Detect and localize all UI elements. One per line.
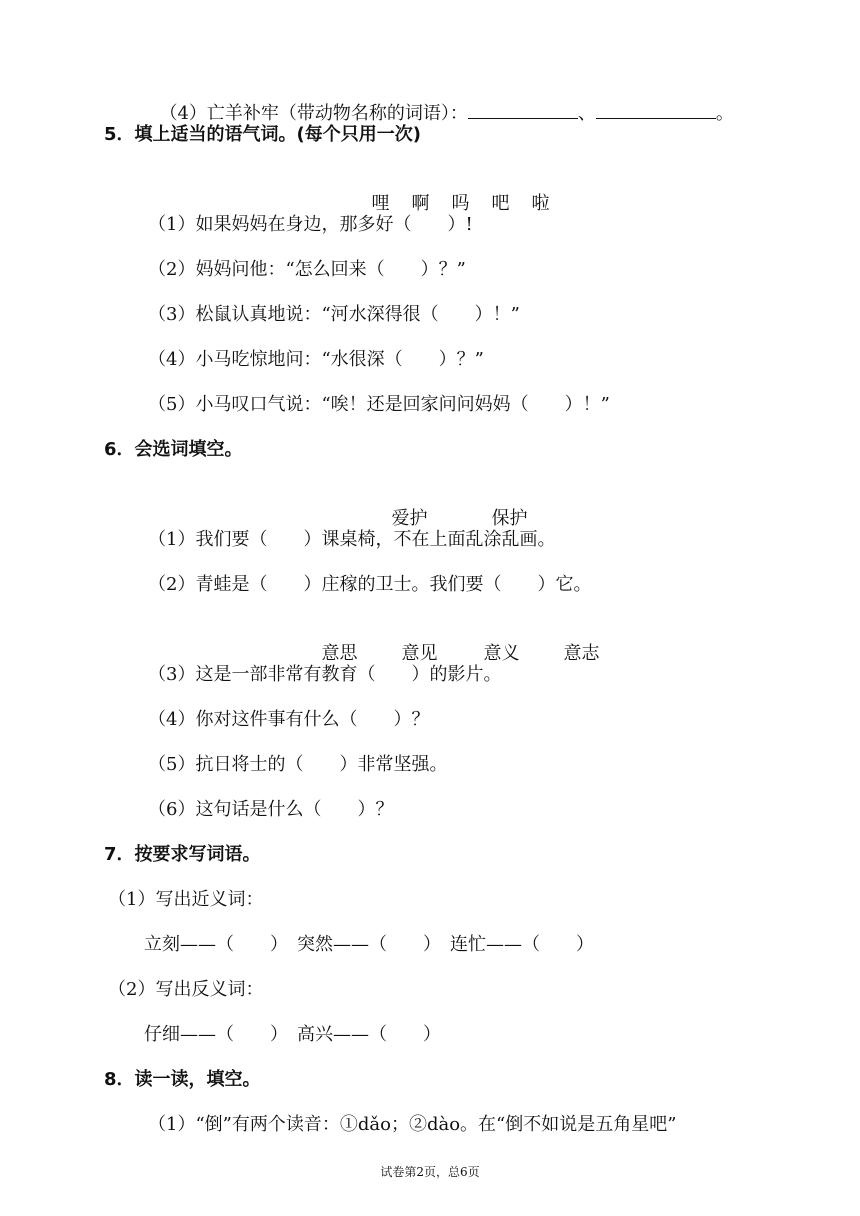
q6-item: （3）这是一部非常有教育（ ）的影片。 <box>148 664 502 685</box>
q7-antonym-items: 仔细——（ ） 高兴——（ ） <box>144 1024 441 1045</box>
q5-option: 啊 <box>411 193 430 214</box>
q6-item: （2）青蛙是（ ）庄稼的卫士。我们要（ ）它。 <box>148 574 592 595</box>
q6-option: 爱护 <box>391 508 428 529</box>
q6-option: 意思 <box>321 643 358 664</box>
q5-option: 吧 <box>491 193 510 214</box>
question-8-title: 8．读一读，填空。 <box>104 1069 261 1090</box>
answer-blank-2[interactable] <box>596 102 716 119</box>
q5-option: 哩 <box>371 193 390 214</box>
question-5-title: 5．填上适当的语气词。(每个只用一次) <box>104 124 421 145</box>
q7-sub-heading: （2）写出反义词： <box>108 979 264 1000</box>
q6-item: （6）这句话是什么（ ）？ <box>148 799 394 820</box>
q6-option: 保护 <box>491 508 528 529</box>
q6-options-b <box>310 618 599 666</box>
q5-option: 啦 <box>531 193 550 214</box>
q5-item: （1）如果妈妈在身边，那多好（ ）! <box>148 214 473 235</box>
answer-blank-1[interactable] <box>468 102 578 119</box>
q6-item: （1）我们要（ ）课桌椅，不在上面乱涂乱画。 <box>148 529 556 550</box>
item-4-end: 。 <box>715 103 734 124</box>
q8-item: （1）“倒”有两个读音：①dǎo；②dào。在“倒不如说是五角星吧” <box>148 1114 677 1135</box>
q5-item: （2）妈妈问他：“怎么回来（ ）？” <box>148 259 466 280</box>
q5-options <box>360 168 549 216</box>
q6-option: 意志 <box>563 643 600 664</box>
q5-option: 吗 <box>451 193 470 214</box>
question-7-title: 7．按要求写词语。 <box>104 844 261 865</box>
q5-item: （4）小马吃惊地问：“水很深（ ）？” <box>148 349 484 370</box>
item-4-sep: 、 <box>577 103 596 124</box>
item-4-line <box>148 78 734 126</box>
q6-option: 意义 <box>483 643 520 664</box>
q5-item: （3）松鼠认真地说：“河水深得很（ ）！” <box>148 304 520 325</box>
q6-option: 意见 <box>401 643 438 664</box>
q6-item: （5）抗日将士的（ ）非常坚强。 <box>148 754 448 775</box>
q5-item: （5）小马叹口气说：“唉！还是回家问问妈妈（ ）！” <box>148 394 610 415</box>
question-6-title: 6．会选词填空。 <box>104 439 243 460</box>
page-footer: 试卷第2页，总6页 <box>380 1165 480 1179</box>
q7-synonym-items: 立刻——（ ） 突然——（ ） 连忙——（ ） <box>144 934 594 955</box>
q6-item: （4）你对这件事有什么（ ）？ <box>148 709 430 730</box>
q7-sub-heading: （1）写出近义词： <box>108 889 264 910</box>
item-4-prefix: （4）亡羊补牢（带动物名称的词语）： <box>159 103 468 124</box>
q6-options-a <box>380 483 527 531</box>
